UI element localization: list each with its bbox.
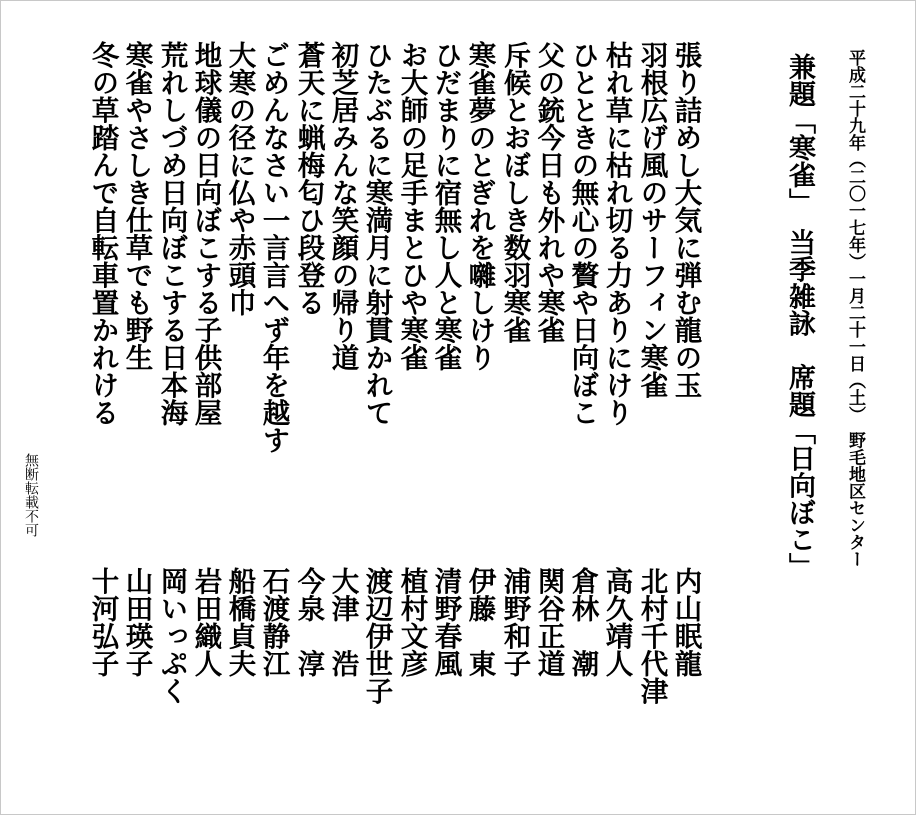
haiku-author: 十河弘子: [86, 567, 119, 677]
haiku-author: 石渡静江: [257, 567, 290, 677]
haiku-text: 荒れしづめ日向ぼこする日本海: [155, 41, 188, 426]
haiku-author: 今泉 淳: [292, 567, 325, 677]
haiku-text: ひだまりに宿無し人と寒雀: [429, 41, 462, 371]
haiku-author: 関谷正道: [532, 567, 565, 677]
date-line: 平成二十九年（二〇一七年）一月二十一日（土） 野毛地区センター: [845, 49, 865, 568]
theme-line: 兼題「寒雀」 当季雑詠 席題「日向ぼこ」: [784, 53, 815, 580]
haiku-author: 伊藤 東: [463, 567, 496, 677]
haiku-author: 渡辺伊世子: [360, 567, 393, 705]
haiku-text: 初芝居みんな笑顔の帰り道: [326, 41, 359, 371]
haiku-author: 山田瑛子: [120, 567, 153, 677]
haiku-author: 北村千代津: [635, 567, 668, 705]
haiku-author: 大津 浩: [326, 567, 359, 677]
haiku-author: 清野春風: [429, 567, 462, 677]
haiku-text: 寒雀夢のとぎれを囃しけり: [463, 41, 496, 371]
haiku-text: 地球儀の日向ぼこする子供部屋: [189, 41, 222, 426]
haiku-text: お大師の足手まとひや寒雀: [395, 41, 428, 371]
haiku-text: ごめんなさい一言言へず年を越す: [257, 41, 290, 454]
haiku-text: 父の銃今日も外れや寒雀: [532, 41, 565, 344]
haiku-author: 内山眠龍: [669, 567, 702, 677]
haiku-author: 植村文彦: [395, 567, 428, 677]
haiku-author: 倉林 潮: [566, 567, 599, 677]
haiku-author: 高久靖人: [600, 567, 633, 677]
haiku-text: 冬の草踏んで自転車置かれける: [86, 41, 119, 426]
haiku-author: 岡いっぷく: [155, 567, 188, 705]
haiku-text: ひたぶるに寒満月に射貫かれて: [360, 41, 393, 426]
haiku-author: 船橋貞夫: [223, 567, 256, 677]
haiku-text: 枯れ草に枯れ切る力ありにけり: [600, 41, 633, 426]
haiku-text: 斥候とおぼしき数羽寒雀: [498, 41, 531, 344]
haiku-author: 浦野和子: [498, 567, 531, 677]
haiku-text: 蒼天に蝋梅匂ひ段登る: [292, 41, 325, 316]
haiku-author: 岩田織人: [189, 567, 222, 677]
haiku-text: 大寒の径に仏や赤頭巾: [223, 41, 256, 316]
copyright-notice: 無断転載不可: [23, 453, 39, 537]
haiku-text: 張り詰めし大気に弾む龍の玉: [669, 41, 702, 399]
haiku-text: 羽根広げ風のサーフィン寒雀: [635, 41, 668, 399]
haiku-text: ひとときの無心の贅や日向ぼこ: [566, 41, 599, 426]
haiku-text: 寒雀やさしき仕草でも野生: [120, 41, 153, 371]
